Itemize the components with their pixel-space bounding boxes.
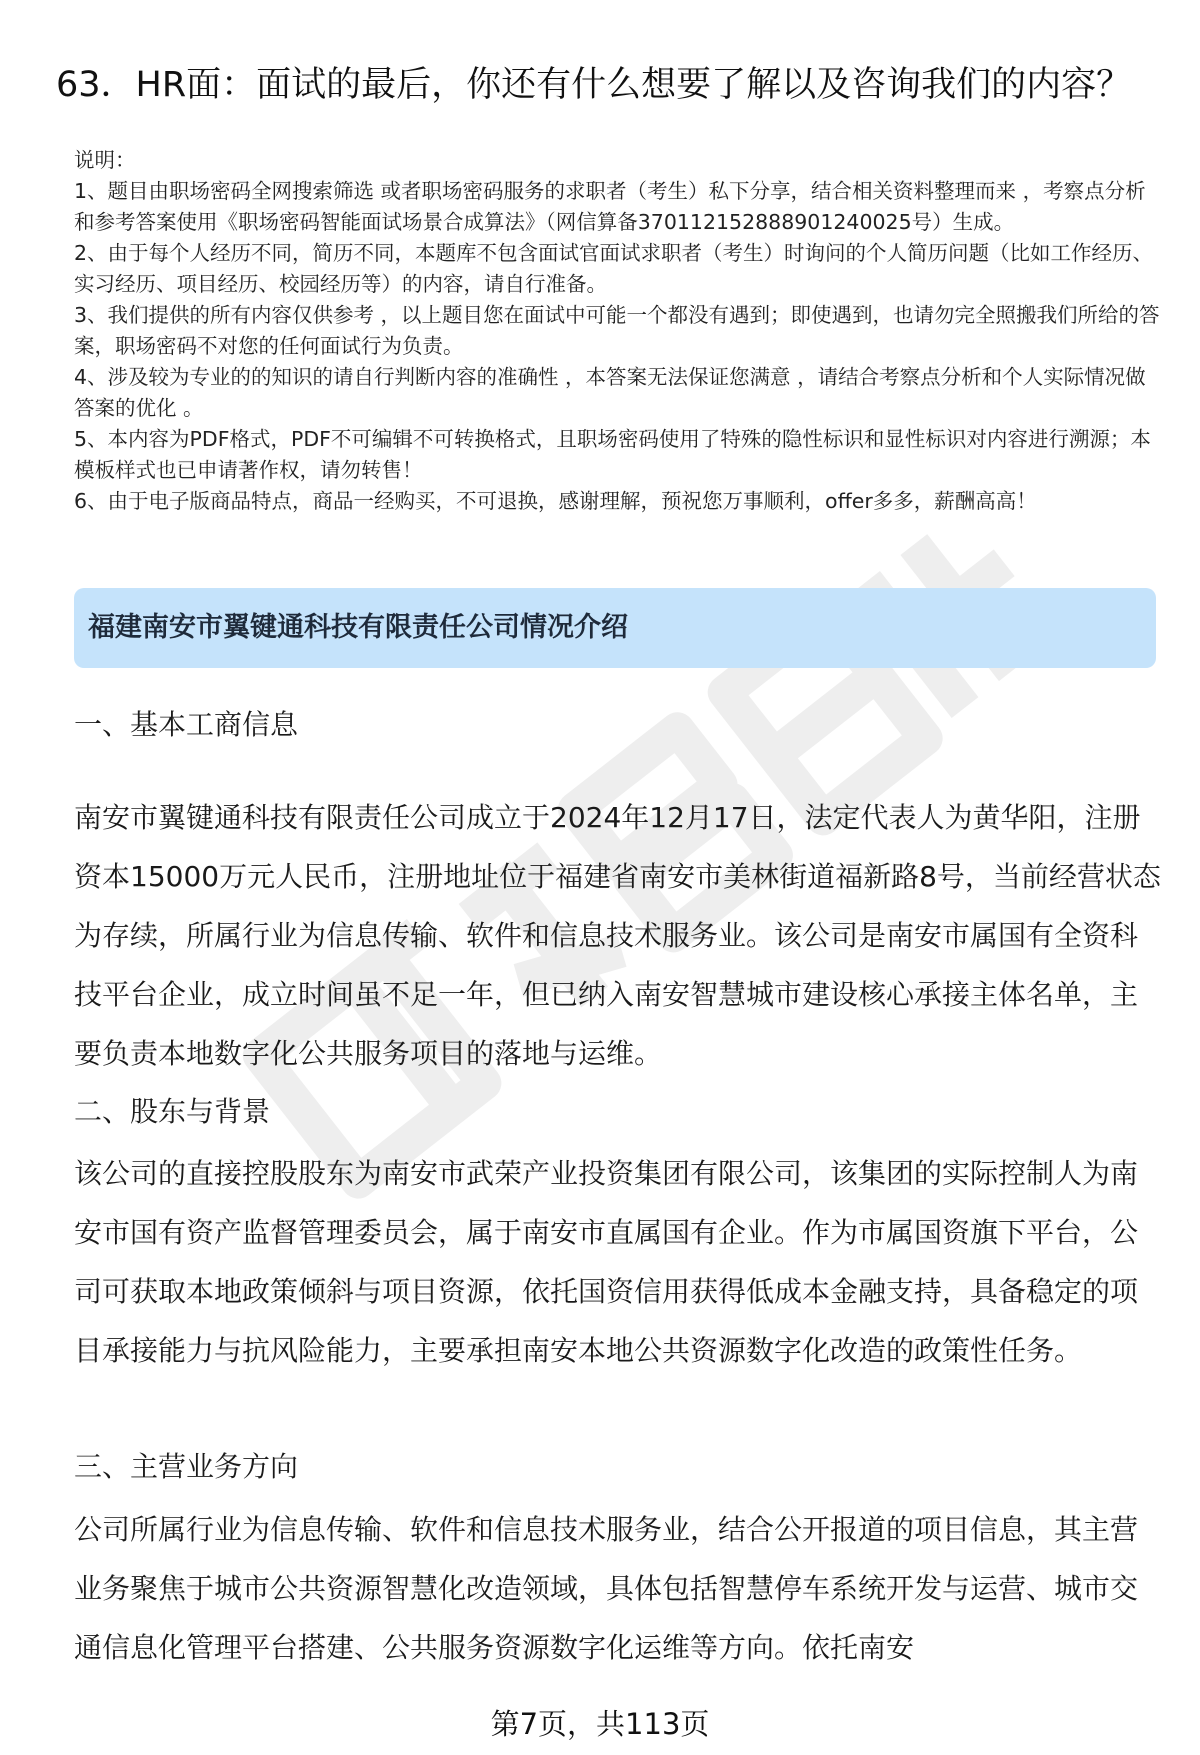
- paragraph-text: 南安市翼键通科技有限责任公司成立于2024年12月17日，法定代表人为黄华阳，注册资本15000万元人民币，注册地址位于福建省南安市美林街道福新路8号，当前经营状态为存续，所属行业为信息传输、软件和信息技术服务业。该公司是南安市属国有全资科技平台企业，成立时间虽不足一年，但已纳入南安智慧城市建设核心承接主体名单，主要负责本地数字化公共服务项目的落地与运维。: [74, 801, 1161, 1070]
- heading-basic-info: 一、基本工商信息: [74, 708, 299, 741]
- disclaimer-notes: [74, 145, 1166, 517]
- heading-shareholders: 二、股东与背景: [74, 1095, 271, 1128]
- note-item: 1、题目由职场密码全网搜索筛选 或者职场密码服务的求职者（考生）私下分享，结合相关资料整理而来 ，考察点分析和参考答案使用《职场密码智能面试场景合成算法》（网信算备370112152888901240025号）生成。: [74, 179, 1146, 234]
- paragraph-text: 该公司的直接控股股东为南安市武荣产业投资集团有限公司，该集团的实际控制人为南安市国有资产监督管理委员会，属于南安市直属国有企业。作为市属国资旗下平台，公司可获取本地政策倾斜与项目资源，依托国资信用获得低成本金融支持，具备稳定的项目承接能力与抗风险能力，主要承担南安本地公共资源数字化改造的政策性任务。: [74, 1157, 1139, 1367]
- heading-main-business: 三、主营业务方向: [74, 1450, 299, 1483]
- notes-heading: 说明：: [74, 148, 136, 172]
- question-title: 63．HR面：面试的最后，你还有什么想要了解以及咨询我们的内容？: [56, 65, 1132, 105]
- paragraph-main-business: [74, 1500, 1164, 1677]
- paragraph-shareholders: [74, 1144, 1164, 1380]
- section-banner-title: 福建南安市翼键通科技有限责任公司情况介绍: [88, 612, 628, 643]
- note-item: 4、涉及较为专业的的知识的请自行判断内容的准确性 ，本答案无法保证您满意 ，请结合考察点分析和个人实际情况做答案的优化 。: [74, 365, 1146, 420]
- paragraph-text: 公司所属行业为信息传输、软件和信息技术服务业，结合公开报道的项目信息，其主营业务聚焦于城市公共资源智慧化改造领域，具体包括智慧停车系统开发与运营、城市交通信息化管理平台搭建、公共服务资源数字化运维等方向。依托南安: [74, 1513, 1139, 1664]
- note-item: 5、本内容为PDF格式，PDF不可编辑不可转换格式，且职场密码使用了特殊的隐性标识和显性标识对内容进行溯源；本模板样式也已申请著作权，请勿转售！: [74, 427, 1151, 482]
- company-section-banner: [74, 588, 1156, 668]
- paragraph-basic-info: [74, 788, 1164, 1083]
- note-item: 3、我们提供的所有内容仅供参考 ，以上题目您在面试中可能一个都没有遇到；即使遇到，也请勿完全照搬我们所给的答案，职场密码不对您的任何面试行为负责。: [74, 303, 1160, 358]
- note-item: 2、由于每个人经历不同，简历不同，本题库不包含面试官面试求职者（考生）时询问的个人简历问题（比如工作经历、实习经历、项目经历、校园经历等）的内容，请自行准备。: [74, 241, 1154, 296]
- note-item: 6、由于电子版商品特点，商品一经购买，不可退换，感谢理解，预祝您万事顺利，offer多多，薪酬高高！: [74, 489, 1037, 513]
- page-indicator: 第7页，共113页: [490, 1707, 710, 1741]
